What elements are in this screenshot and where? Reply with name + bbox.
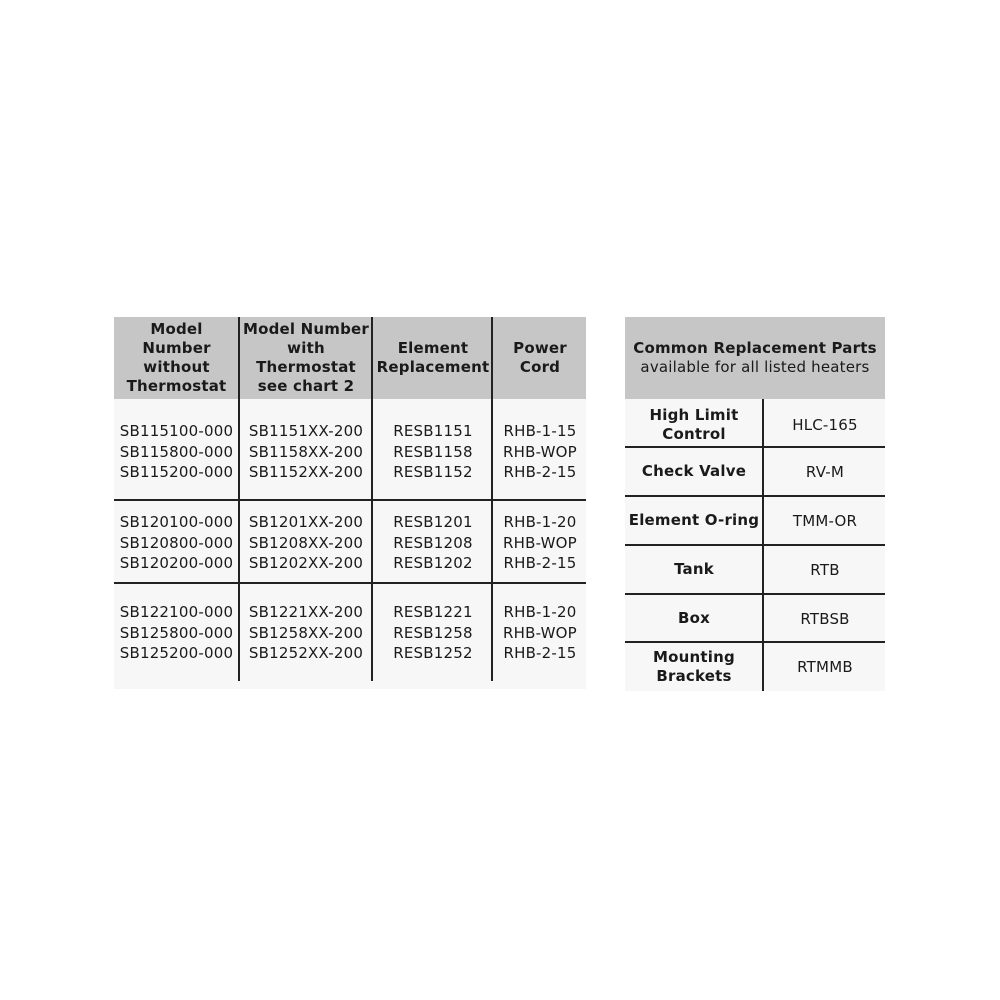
model-number: SB115200-000	[119, 463, 234, 481]
element-part: RESB1202	[393, 554, 473, 572]
group-divider	[114, 499, 586, 501]
power-cords	[494, 421, 586, 483]
model-number: SB120800-000	[119, 533, 234, 552]
element-part: RESB1201	[393, 513, 473, 531]
part-number: RTB	[810, 560, 840, 579]
models-with-thermostat	[240, 602, 372, 664]
cord-part: RHB-1-20	[503, 603, 577, 621]
element-part: RESB1221	[393, 603, 473, 621]
part-row	[625, 448, 885, 495]
models-with-thermostat	[240, 421, 372, 483]
part-row	[625, 595, 885, 642]
part-number: RV-M	[805, 462, 845, 481]
header-model-without-thermostat: Model Number without Thermostat	[126, 320, 227, 395]
model-number-table	[114, 317, 586, 689]
cord-part: RHB-WOP	[503, 533, 577, 552]
models-without-thermostat	[114, 421, 239, 483]
part-row	[625, 497, 885, 544]
model-number: SB1158XX-200	[248, 442, 364, 461]
models-without-thermostat	[114, 602, 239, 664]
cord-part: RHB-2-15	[503, 554, 577, 572]
header-model-with-thermostat: Model Number with Thermostat see chart 2	[242, 320, 370, 395]
model-number: SB122100-000	[119, 603, 234, 621]
power-cords	[494, 512, 586, 574]
model-number: SB115800-000	[119, 442, 234, 461]
model-number: SB1221XX-200	[248, 603, 364, 621]
part-number: RTBSB	[800, 609, 850, 628]
model-number: SB120100-000	[119, 513, 234, 531]
parts-table-header	[625, 317, 885, 399]
cord-part: RHB-1-15	[503, 422, 577, 440]
models-without-thermostat	[114, 512, 239, 574]
element-part: RESB1158	[393, 442, 473, 461]
element-part: RESB1252	[393, 644, 473, 662]
header-element-replacement: Element Replacement	[376, 339, 490, 376]
model-number: SB1208XX-200	[248, 533, 364, 552]
replacement-parts-table	[625, 317, 885, 691]
part-name: Check Valve	[641, 462, 747, 480]
model-number: SB125800-000	[119, 623, 234, 642]
cord-part: RHB-WOP	[503, 442, 577, 461]
element-part: RESB1258	[393, 623, 473, 642]
cord-part: RHB-2-15	[503, 463, 577, 481]
element-replacements	[373, 512, 493, 574]
cord-part: RHB-2-15	[503, 644, 577, 662]
model-number: SB1201XX-200	[248, 513, 364, 531]
part-number: HLC-165	[792, 415, 858, 434]
model-number: SB125200-000	[119, 644, 234, 662]
part-row	[625, 643, 885, 691]
model-number: SB1252XX-200	[248, 644, 364, 662]
model-number: SB120200-000	[119, 554, 234, 572]
model-number: SB1202XX-200	[248, 554, 364, 572]
model-number: SB115100-000	[119, 422, 234, 440]
power-cords	[494, 602, 586, 664]
cord-part: RHB-1-20	[503, 513, 577, 531]
part-name: Mounting Brackets	[653, 648, 735, 685]
model-number: SB1152XX-200	[248, 463, 364, 481]
element-part: RESB1151	[393, 422, 473, 440]
element-replacements	[373, 602, 493, 664]
part-number: RTMMB	[797, 658, 853, 676]
model-number: SB1151XX-200	[248, 422, 364, 440]
part-name: Element O-ring	[628, 511, 760, 529]
models-with-thermostat	[240, 512, 372, 574]
part-name: Tank	[674, 560, 714, 578]
parts-subtitle: available for all listed heaters	[640, 358, 870, 376]
parts-title: Common Replacement Parts	[633, 339, 877, 357]
model-number: SB1258XX-200	[248, 623, 364, 642]
part-name: Box	[677, 609, 710, 627]
element-part: RESB1152	[393, 463, 473, 481]
element-part: RESB1208	[393, 533, 473, 552]
part-row	[625, 401, 885, 448]
part-row	[625, 546, 885, 593]
part-name: High Limit Control	[649, 405, 739, 443]
group-divider	[114, 582, 586, 584]
part-number: TMM-OR	[792, 511, 858, 530]
header-power-cord: Power Cord	[513, 339, 567, 376]
cord-part: RHB-WOP	[503, 623, 577, 642]
element-replacements	[373, 421, 493, 483]
